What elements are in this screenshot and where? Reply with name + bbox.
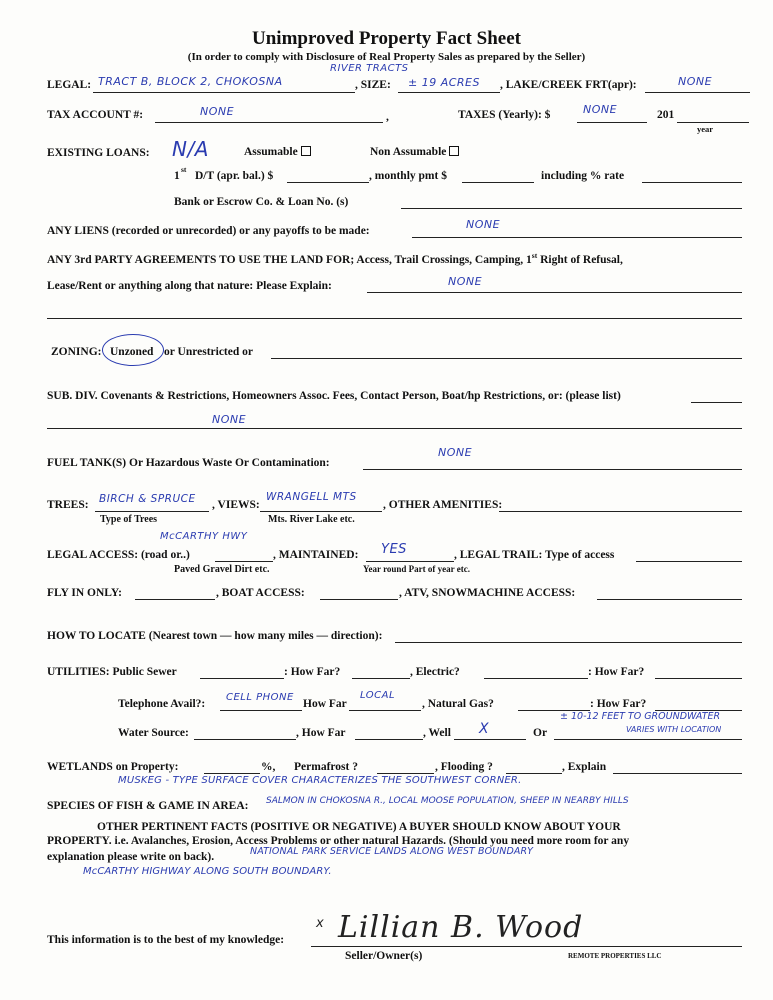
monthly-label: , monthly pmt $ (369, 170, 447, 182)
flooding-label: , Flooding ? (435, 761, 493, 773)
legal-value-above: RIVER TRACTS (330, 63, 409, 74)
trees-label: TREES: (47, 499, 89, 511)
page-subtitle: (In order to comply with Disclosure of Real Property Sales as prepared by the Seller) (187, 51, 586, 63)
third-party-text: ANY 3rd PARTY AGREEMENTS TO USE THE LAND FOR; Access, Trail Crossings, Camping, 1 (47, 253, 532, 266)
fly-line (135, 599, 215, 600)
electric-label: , Electric? (410, 666, 460, 678)
wetlands-line (204, 773, 260, 774)
tel-how-far-label: How Far (303, 698, 347, 710)
liens-value[interactable]: NONE (466, 218, 501, 231)
how-far2-label: : How Far? (588, 666, 645, 678)
percent-label: %, (261, 761, 276, 773)
legal-value[interactable]: TRACT B, BLOCK 2, CHOKOSNA (98, 75, 283, 88)
species-value[interactable]: SALMON IN CHOKOSNA R., LOCAL MOOSE POPULATION, SHEEP IN NEARBY HILLS (266, 796, 629, 806)
remote-label: REMOTE PROPERTIES LLC (568, 952, 662, 960)
non-assumable-checkbox[interactable] (370, 146, 459, 159)
views-label: , VIEWS: (212, 499, 260, 511)
first-prefix: 1 (174, 170, 180, 182)
other-value2[interactable]: McCARTHY HIGHWAY ALONG SOUTH BOUNDARY. (83, 866, 332, 877)
subdiv-value[interactable]: NONE (212, 413, 247, 426)
boat-line (320, 599, 398, 600)
size-label: , SIZE: (355, 79, 391, 91)
permafrost-line (377, 773, 434, 774)
non-assumable-label: Non Assumable (370, 146, 447, 158)
unzoned-circle (102, 334, 164, 366)
third-party-sup: st (531, 251, 538, 260)
well-label: , Well (423, 727, 451, 739)
permafrost-label: Permafrost ? (294, 761, 358, 773)
third-party-end: Right of Refusal, (540, 253, 623, 266)
how-far3-label: : How Far? (590, 698, 647, 710)
unzoned-label[interactable]: Unzoned (110, 346, 154, 358)
fuel-label: FUEL TANK(S) Or Hazardous Waste Or Contamination: (47, 457, 330, 469)
atv-label: , ATV, SNOWMACHINE ACCESS: (399, 587, 576, 599)
legal-trail-line (636, 561, 742, 562)
legal-access-label: LEGAL ACCESS: (road or..) (47, 549, 190, 561)
size-value[interactable]: ± 19 ACRES (408, 76, 480, 89)
signature-mark: x (316, 916, 325, 931)
lake-line (645, 92, 750, 93)
tax-comma: , (386, 111, 389, 123)
first-sup: st (181, 165, 187, 174)
other-line2: PROPERTY. i.e. Avalanches, Erosion, Access Problems or other natural Hazards. (Should you need more room for any (47, 835, 630, 847)
boat-label: , BOAT ACCESS: (216, 587, 305, 599)
signature-line (311, 946, 742, 947)
legal-access-value[interactable]: McCARTHY HWY (160, 531, 248, 542)
water-how-far-line (355, 739, 423, 740)
rate-line (642, 182, 742, 183)
legal-access-line (215, 561, 273, 562)
best-knowledge-label: This information is to the best of my knowledge: (47, 934, 285, 946)
or-value-1[interactable]: ± 10-12 FEET TO GROUNDWATER (560, 711, 721, 722)
or-line (554, 739, 742, 740)
bank-label: Bank or Escrow Co. & Loan No. (s) (174, 196, 349, 208)
year-round-sub: Year round Part of year etc. (363, 564, 470, 574)
natural-gas-label: , Natural Gas? (422, 698, 494, 710)
assumable-label: Assumable (244, 146, 298, 158)
lease-line-2 (47, 318, 742, 319)
dt-label: D/T (apr. bal.) $ (195, 170, 274, 182)
existing-loans-label: EXISTING LOANS: (47, 147, 150, 159)
trees-value[interactable]: BIRCH & SPRUCE (99, 493, 196, 505)
lease-value[interactable]: NONE (448, 275, 483, 288)
water-line (194, 739, 296, 740)
views-value[interactable]: WRANGELL MTS (266, 491, 357, 503)
trees-line (95, 511, 209, 512)
tel-how-far-line (349, 710, 421, 711)
tax-account-value[interactable]: NONE (200, 105, 235, 118)
zoning-line (271, 358, 742, 359)
how-far-label: : How Far? (284, 666, 341, 678)
other-line3: explanation please write on back). (47, 851, 215, 863)
page-title: Unimproved Property Fact Sheet (252, 28, 521, 49)
explain-label: , Explain (562, 761, 607, 773)
year-sub: year (697, 124, 714, 134)
other-value1[interactable]: NATIONAL PARK SERVICE LANDS ALONG WEST BOUNDARY (250, 846, 534, 857)
flooding-line (506, 773, 562, 774)
seller-label: Seller/Owner(s) (345, 950, 423, 962)
sewer-line (200, 678, 284, 679)
taxes-label: TAXES (Yearly): $ (458, 109, 551, 121)
telephone-value[interactable]: CELL PHONE (226, 692, 294, 703)
size-line (398, 92, 500, 93)
explain-line (613, 773, 742, 774)
liens-line (412, 237, 742, 238)
well-value[interactable]: X (479, 721, 490, 737)
tax-account-label: TAX ACCOUNT #: (47, 109, 144, 121)
assumable-box[interactable] (301, 146, 311, 156)
subdiv-line (691, 402, 742, 403)
fly-label: FLY IN ONLY: (47, 587, 122, 599)
paved-sub: Paved Gravel Dirt etc. (174, 564, 270, 575)
subdiv-label: SUB. DIV. Covenants & Restrictions, Homeowners Assoc. Fees, Contact Person, Boat/hp Restrictions, or: (please list) (47, 390, 621, 402)
assumable-checkbox[interactable] (244, 146, 311, 159)
third-party-label (47, 252, 623, 266)
maintained-value[interactable]: YES (381, 542, 407, 557)
utilities-label: UTILITIES: Public Sewer (47, 666, 177, 678)
water-how-far-label: , How Far (296, 727, 346, 739)
species-label: SPECIES OF FISH & GAME IN AREA: (47, 800, 249, 812)
wetlands-value[interactable]: MUSKEG - TYPE SURFACE COVER CHARACTERIZES THE SOUTHWEST CORNER. (118, 775, 522, 786)
lake-value[interactable]: NONE (678, 75, 713, 88)
or-value-2: VARIES WITH LOCATION (626, 725, 722, 734)
locate-label: HOW TO LOCATE (Nearest town — how many miles — direction): (47, 630, 383, 642)
year-prefix: 201 (657, 109, 675, 121)
telephone-line (220, 710, 302, 711)
taxes-line (577, 122, 647, 123)
amenities-line (499, 511, 742, 512)
year-line (677, 122, 749, 123)
mts-river: Mts. River Lake etc. (268, 514, 355, 525)
or-label: Or (533, 727, 548, 739)
maintained-line (366, 561, 454, 562)
lease-label: Lease/Rent or anything along that nature: Please Explain: (47, 280, 332, 292)
including-label: including % rate (541, 170, 625, 182)
non-assumable-box[interactable] (449, 146, 459, 156)
signature[interactable]: Lillian B. Wood (338, 910, 584, 945)
bank-line (401, 208, 742, 209)
lease-line (367, 292, 742, 293)
existing-loans-value[interactable]: N/A (172, 137, 209, 161)
how-far2-line (655, 678, 742, 679)
dt-line (287, 182, 369, 183)
fuel-value[interactable]: NONE (438, 446, 473, 459)
maintained-label: , MAINTAINED: (273, 549, 359, 561)
subdiv-line-2 (47, 428, 742, 429)
atv-line (597, 599, 742, 600)
wetlands-label: WETLANDS on Property: (47, 761, 179, 773)
tax-account-line (155, 122, 383, 123)
telephone-label: Telephone Avail?: (118, 698, 206, 710)
legal-label: LEGAL: (47, 79, 92, 91)
amenities-label: , OTHER AMENITIES: (383, 499, 503, 511)
electric-line (484, 678, 588, 679)
monthly-line (462, 182, 534, 183)
water-label: Water Source: (118, 727, 189, 739)
legal-line (93, 92, 355, 93)
well-line (454, 739, 526, 740)
views-line (260, 511, 382, 512)
taxes-value[interactable]: NONE (583, 103, 618, 116)
lake-label: , LAKE/CREEK FRT(apr): (500, 79, 637, 91)
other-line1: OTHER PERTINENT FACTS (POSITIVE OR NEGATIVE) A BUYER SHOULD KNOW ABOUT YOUR (97, 821, 621, 833)
unrestricted-label: or Unrestricted or (164, 346, 253, 358)
fuel-line (363, 469, 742, 470)
type-of-trees: Type of Trees (100, 514, 158, 525)
tel-how-far-value[interactable]: LOCAL (360, 690, 396, 701)
how-far-line (352, 678, 410, 679)
zoning-label: ZONING: (51, 346, 102, 358)
liens-label: ANY LIENS (recorded or unrecorded) or any payoffs to be made: (47, 225, 370, 237)
locate-line (395, 642, 742, 643)
legal-trail-label: , LEGAL TRAIL: Type of access (454, 549, 615, 561)
